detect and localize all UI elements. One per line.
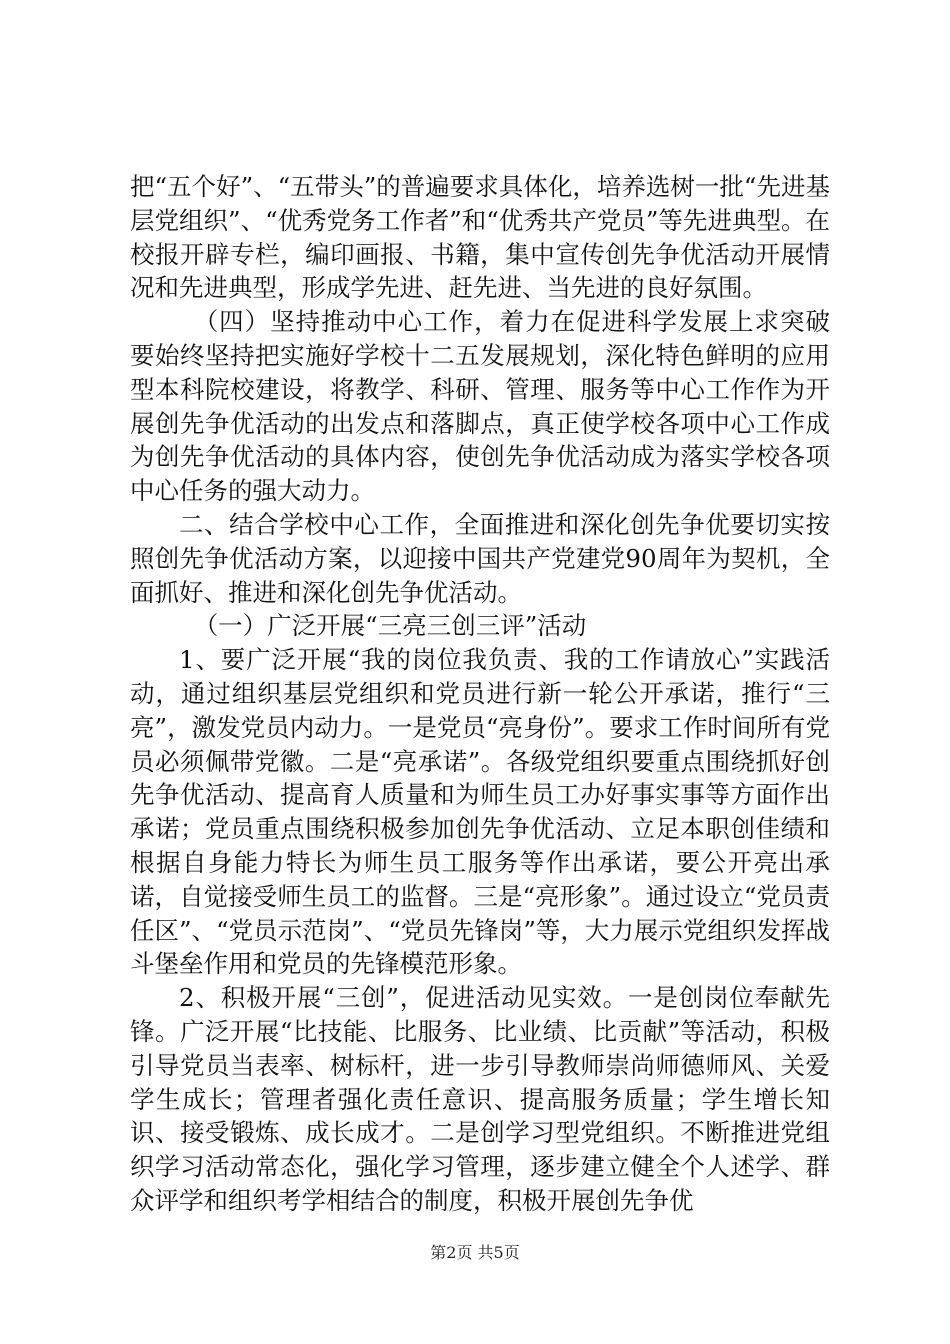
paragraph-continuation: 把“五个好”、“五带头”的普遍要求具体化，培养选树一批“先进基层党组织”、“优秀党务工作者”和“优秀共产党员”等先进典型。在校报开辟专栏，编印画报、书籍，集中宣传创先争优活动开展情况和先进典型，形成学先进、赶先进、当先进的良好氛围。: [130, 172, 830, 303]
paragraph-item-one: 1、要广泛开展“我的岗位我负责、我的工作请放心”实践活动，通过组织基层党组织和党员进行新一轮公开承诺，推行“三亮”，激发党员内动力。一是党员“亮身份”。要求工作时间所有党员必须佩带党徽。二是“亮承诺”。各级党组织要重点围绕抓好创先争优活动、提高育人质量和为师生员工办好事实事等方面作出承诺；党员重点围绕积极参加创先争优活动、立足本职创佳绩和根据自身能力特长为师生员工服务等作出承诺，要公开亮出承诺，自觉接受师生员工的监督。三是“亮形象”。通过设立“党员责任区”、“党员示范岗”、“党员先锋岗”等，大力展示党组织发挥战斗堡垒作用和党员的先锋模范形象。: [130, 645, 830, 979]
document-body: [130, 170, 830, 1218]
paragraph-section-two: 二、结合学校中心工作，全面推进和深化创先争优要切实按照创先争优活动方案，以迎接中国共产党建党90周年为契机，全面抓好、推进和深化创先争优活动。: [130, 509, 830, 607]
paragraph-section-four: （四）坚持推动中心工作，着力在促进科学发展上求突破要始终坚持把实施好学校十二五发展规划，深化特色鲜明的应用型本科院校建设，将教学、科研、管理、服务等中心工作作为开展创先争优活动的出发点和落脚点，真正使学校各项中心工作成为创先争优活动的具体内容，使创先争优活动成为落实学校各项中心任务的强大动力。: [130, 307, 830, 506]
page-number-footer: 第2页 共5页: [430, 1243, 520, 1262]
paragraph-item-two: 2、积极开展“三创”，促进活动见实效。一是创岗位奉献先锋。广泛开展“比技能、比服务、比业绩、比贡献”等活动，积极引导党员当表率、树标杆，进一步引导教师崇尚师德师风、关爱学生成长；管理者强化责任意识、提高服务质量；学生增长知识、接受锻炼、成长成才。二是创学习型党组织。不断推进党组织学习活动常态化，强化学习管理，逐步建立健全个人述学、群众评学和组织考学相结合的制度，积极开展创先争优: [130, 983, 830, 1215]
subheading-three-liang: （一）广泛开展“三亮三创三评”活动: [193, 611, 587, 641]
